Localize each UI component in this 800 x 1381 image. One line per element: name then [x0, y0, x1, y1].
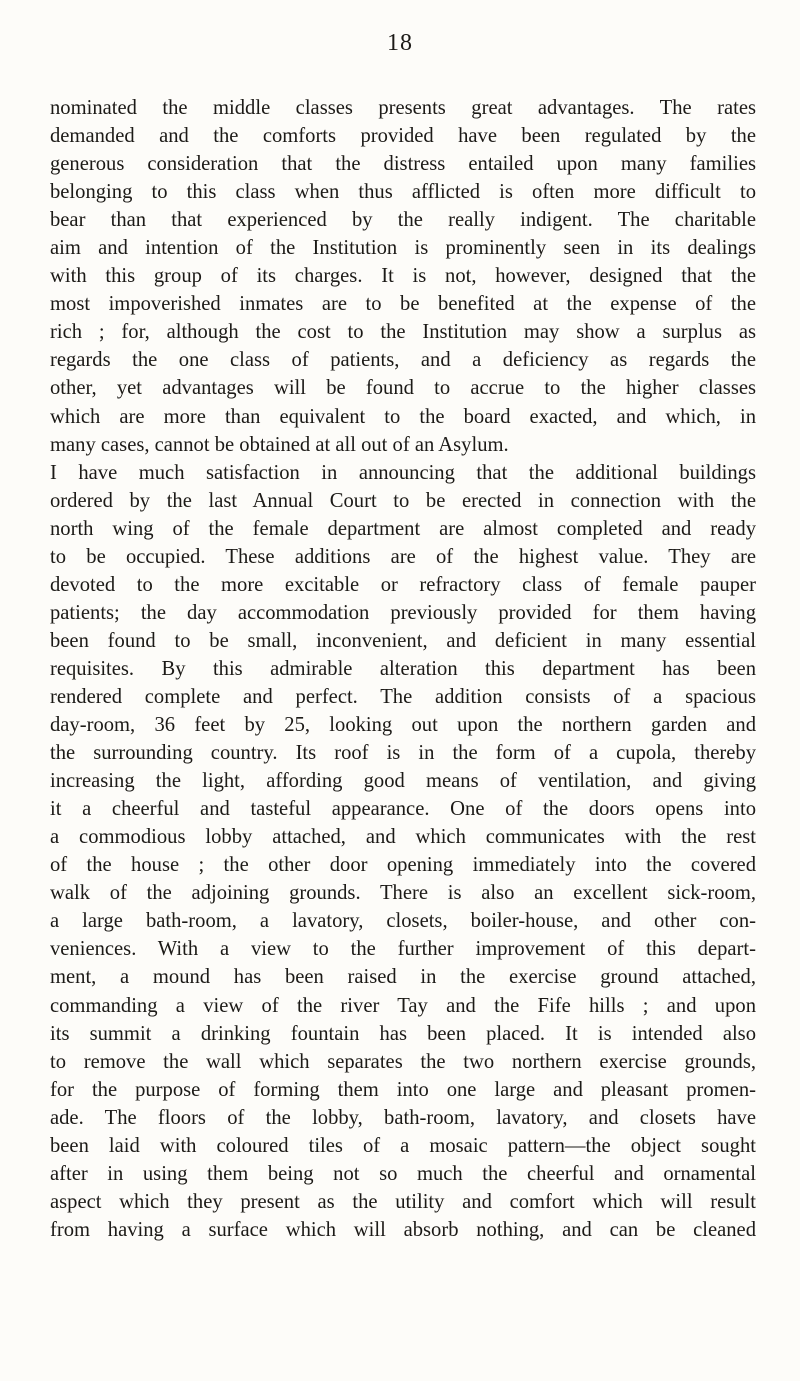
text-line: belonging to this class when thus afflicted is often more difficult to	[50, 181, 756, 204]
text-line: devoted to the more excitable or refractory class of female pauper	[50, 573, 756, 596]
text-line: aim and intention of the Institution is prominently seen in its dealings	[50, 237, 756, 260]
text-line: rendered complete and perfect. The addition consists of a spacious	[50, 685, 756, 708]
text-line: patients; the day accommodation previously provided for them having	[50, 601, 756, 624]
text-line: walk of the adjoining grounds. There is also an excellent sick-room,	[50, 882, 756, 905]
text-line: been found to be small, inconvenient, and deficient in many essential	[50, 629, 756, 652]
body-text	[50, 94, 756, 1244]
text-line: to remove the wall which separates the two northern exercise grounds,	[50, 1050, 756, 1073]
text-line: it a cheerful and tasteful appearance. One of the doors opens into	[50, 798, 756, 821]
text-line: been laid with coloured tiles of a mosaic pattern—the object sought	[50, 1134, 756, 1157]
text-line: other, yet advantages will be found to accrue to the higher classes	[50, 377, 756, 400]
text-line: commanding a view of the river Tay and the Fife hills ; and upon	[50, 994, 756, 1017]
text-line: many cases, cannot be obtained at all out of an Asylum.	[50, 433, 509, 456]
text-line: I have much satisfaction in announcing that the additional buildings	[50, 461, 756, 484]
text-line: which are more than equivalent to the board exacted, and which, in	[50, 405, 756, 428]
text-line: of the house ; the other door opening immediately into the covered	[50, 854, 756, 877]
text-line: rich ; for, although the cost to the Institution may show a surplus as	[50, 321, 756, 344]
text-line: to be occupied. These additions are of the highest value. They are	[50, 545, 756, 568]
text-line: increasing the light, affording good means of ventilation, and giving	[50, 770, 756, 793]
text-line: the surrounding country. Its roof is in the form of a cupola, thereby	[50, 742, 756, 765]
text-line: ordered by the last Annual Court to be erected in connection with the	[50, 489, 756, 512]
text-line: from having a surface which will absorb nothing, and can be cleaned	[50, 1218, 756, 1241]
text-line: after in using them being not so much the cheerful and ornamental	[50, 1162, 756, 1185]
text-line: most impoverished inmates are to be benefited at the expense of the	[50, 293, 756, 316]
text-line: north wing of the female department are almost completed and ready	[50, 517, 756, 540]
text-line: its summit a drinking fountain has been placed. It is intended also	[50, 1022, 756, 1045]
text-line: day-room, 36 feet by 25, looking out upon the northern garden and	[50, 714, 756, 737]
text-line: a large bath-room, a lavatory, closets, boiler-house, and other con-	[50, 910, 756, 933]
text-line: with this group of its charges. It is not, however, designed that the	[50, 265, 756, 288]
text-line: generous consideration that the distress entailed upon many families	[50, 153, 756, 176]
text-line: nominated the middle classes presents great advantages. The rates	[50, 97, 756, 119]
text-line: veniences. With a view to the further improvement of this depart-	[50, 938, 756, 961]
text-line: ment, a mound has been raised in the exercise ground attached,	[50, 966, 756, 989]
text-line: ade. The floors of the lobby, bath-room, lavatory, and closets have	[50, 1106, 756, 1129]
text-line: for the purpose of forming them into one large and pleasant promen-	[50, 1078, 756, 1101]
text-line: bear than that experienced by the really indigent. The charitable	[50, 209, 756, 232]
text-line: requisites. By this admirable alteration this department has been	[50, 657, 756, 680]
text-line: regards the one class of patients, and a deficiency as regards the	[50, 349, 756, 372]
text-line: aspect which they present as the utility and comfort which will result	[50, 1190, 756, 1213]
text-line: demanded and the comforts provided have been regulated by the	[50, 125, 756, 148]
page-number: 18	[387, 30, 413, 56]
text-line: a commodious lobby attached, and which communicates with the rest	[50, 826, 756, 849]
